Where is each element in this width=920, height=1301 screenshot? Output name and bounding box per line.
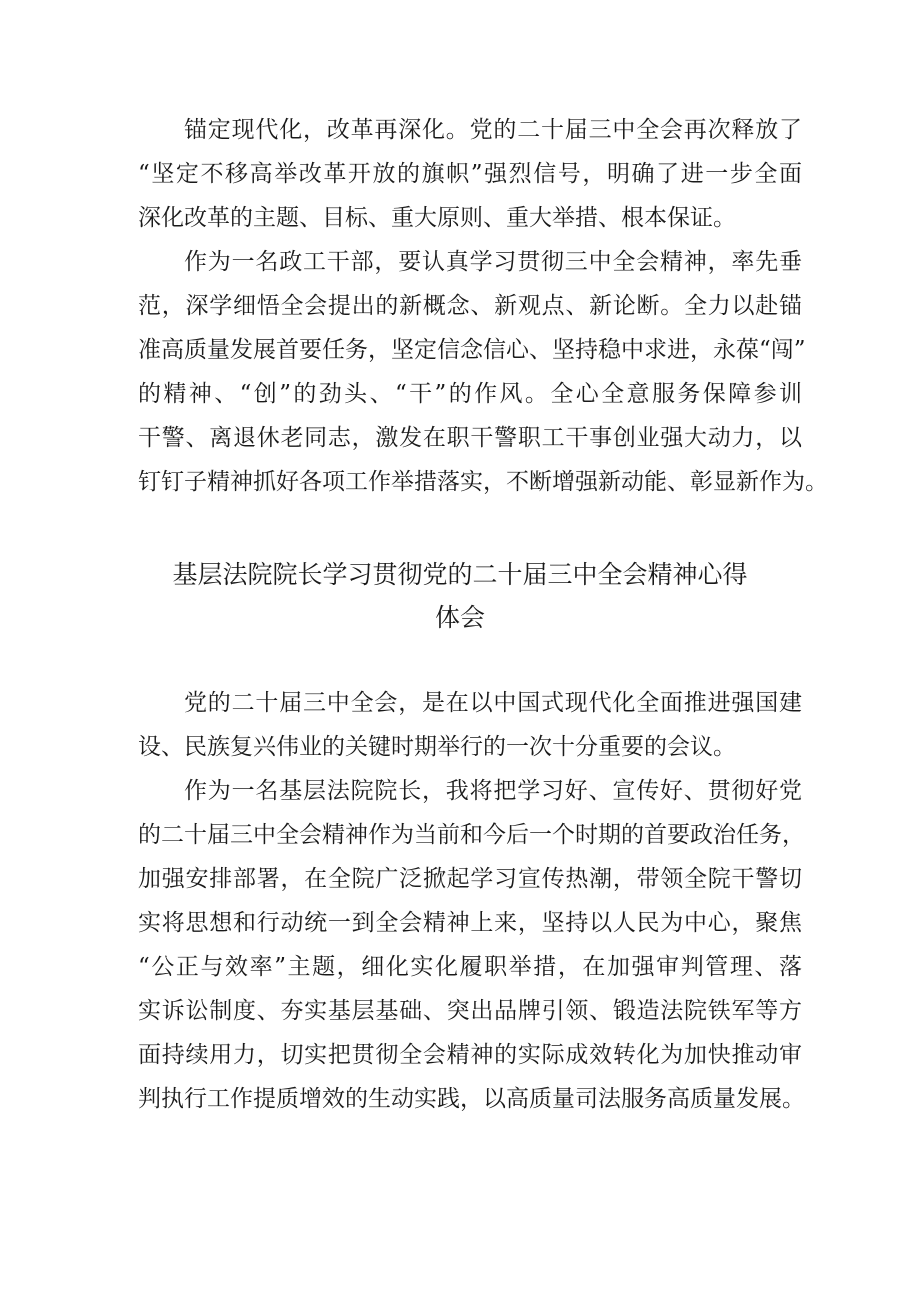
paragraph-line: 作为一名基层法院院长，我将把学习好、宣传好、贯彻好党 bbox=[184, 778, 802, 804]
paragraph-line: 党的二十届三中全会，是在以中国式现代化全面推进强国建 bbox=[184, 690, 802, 716]
paragraph-line: 作为一名政工干部，要认真学习贯彻三中全会精神，率先垂 bbox=[184, 249, 802, 275]
paragraph-line: “坚定不移高举改革开放的旗帜”强烈信号，明确了进一步全面 bbox=[138, 161, 802, 187]
paragraph-line: 范，深学细悟全会提出的新概念、新观点、新论断。全力以赴锚 bbox=[138, 293, 802, 319]
paragraph-line: 面持续用力，切实把贯彻全会精神的实际成效转化为加快推动审 bbox=[138, 1042, 802, 1068]
paragraph-line: 钉钉子精神抓好各项工作举措落实，不断增强新动能、彰显新作为。 bbox=[138, 469, 828, 495]
paragraph-line: 实诉讼制度、夯实基层基础、突出品牌引领、锻造法院铁军等方 bbox=[138, 998, 802, 1024]
paragraph-line: 的二十届三中全会精神作为当前和今后一个时期的首要政治任务， bbox=[138, 822, 805, 848]
paragraph-line: 干警、离退休老同志，激发在职干警职工干事创业强大动力，以 bbox=[138, 425, 802, 451]
paragraph-line: 锚定现代化，改革再深化。党的二十届三中全会再次释放了 bbox=[184, 117, 802, 143]
paragraph-line: 加强安排部署，在全院广泛掀起学习宣传热潮，带领全院干警切 bbox=[138, 866, 802, 892]
article-title-continued: 体会 bbox=[434, 603, 485, 632]
paragraph-line: “公正与效率”主题，细化实化履职举措，在加强审判管理、落 bbox=[138, 954, 802, 980]
paragraph-line: 实将思想和行动统一到全会精神上来，坚持以人民为中心，聚焦 bbox=[138, 910, 802, 936]
paragraph-line: 设、民族复兴伟业的关键时期举行的一次十分重要的会议。 bbox=[138, 734, 736, 760]
paragraph-line: 的精神、“创”的劲头、“干”的作风。全心全意服务保障参训 bbox=[138, 381, 802, 407]
paragraph-line: 深化改革的主题、目标、重大原则、重大举措、根本保证。 bbox=[138, 205, 736, 231]
article-title: 基层法院院长学习贯彻党的二十届三中全会精神心得 bbox=[172, 560, 748, 589]
paragraph-line: 判执行工作提质增效的生动实践，以高质量司法服务高质量发展。 bbox=[138, 1086, 805, 1112]
paragraph-line: 准高质量发展首要任务，坚定信念信心、坚持稳中求进，永葆“闯” bbox=[138, 337, 806, 363]
